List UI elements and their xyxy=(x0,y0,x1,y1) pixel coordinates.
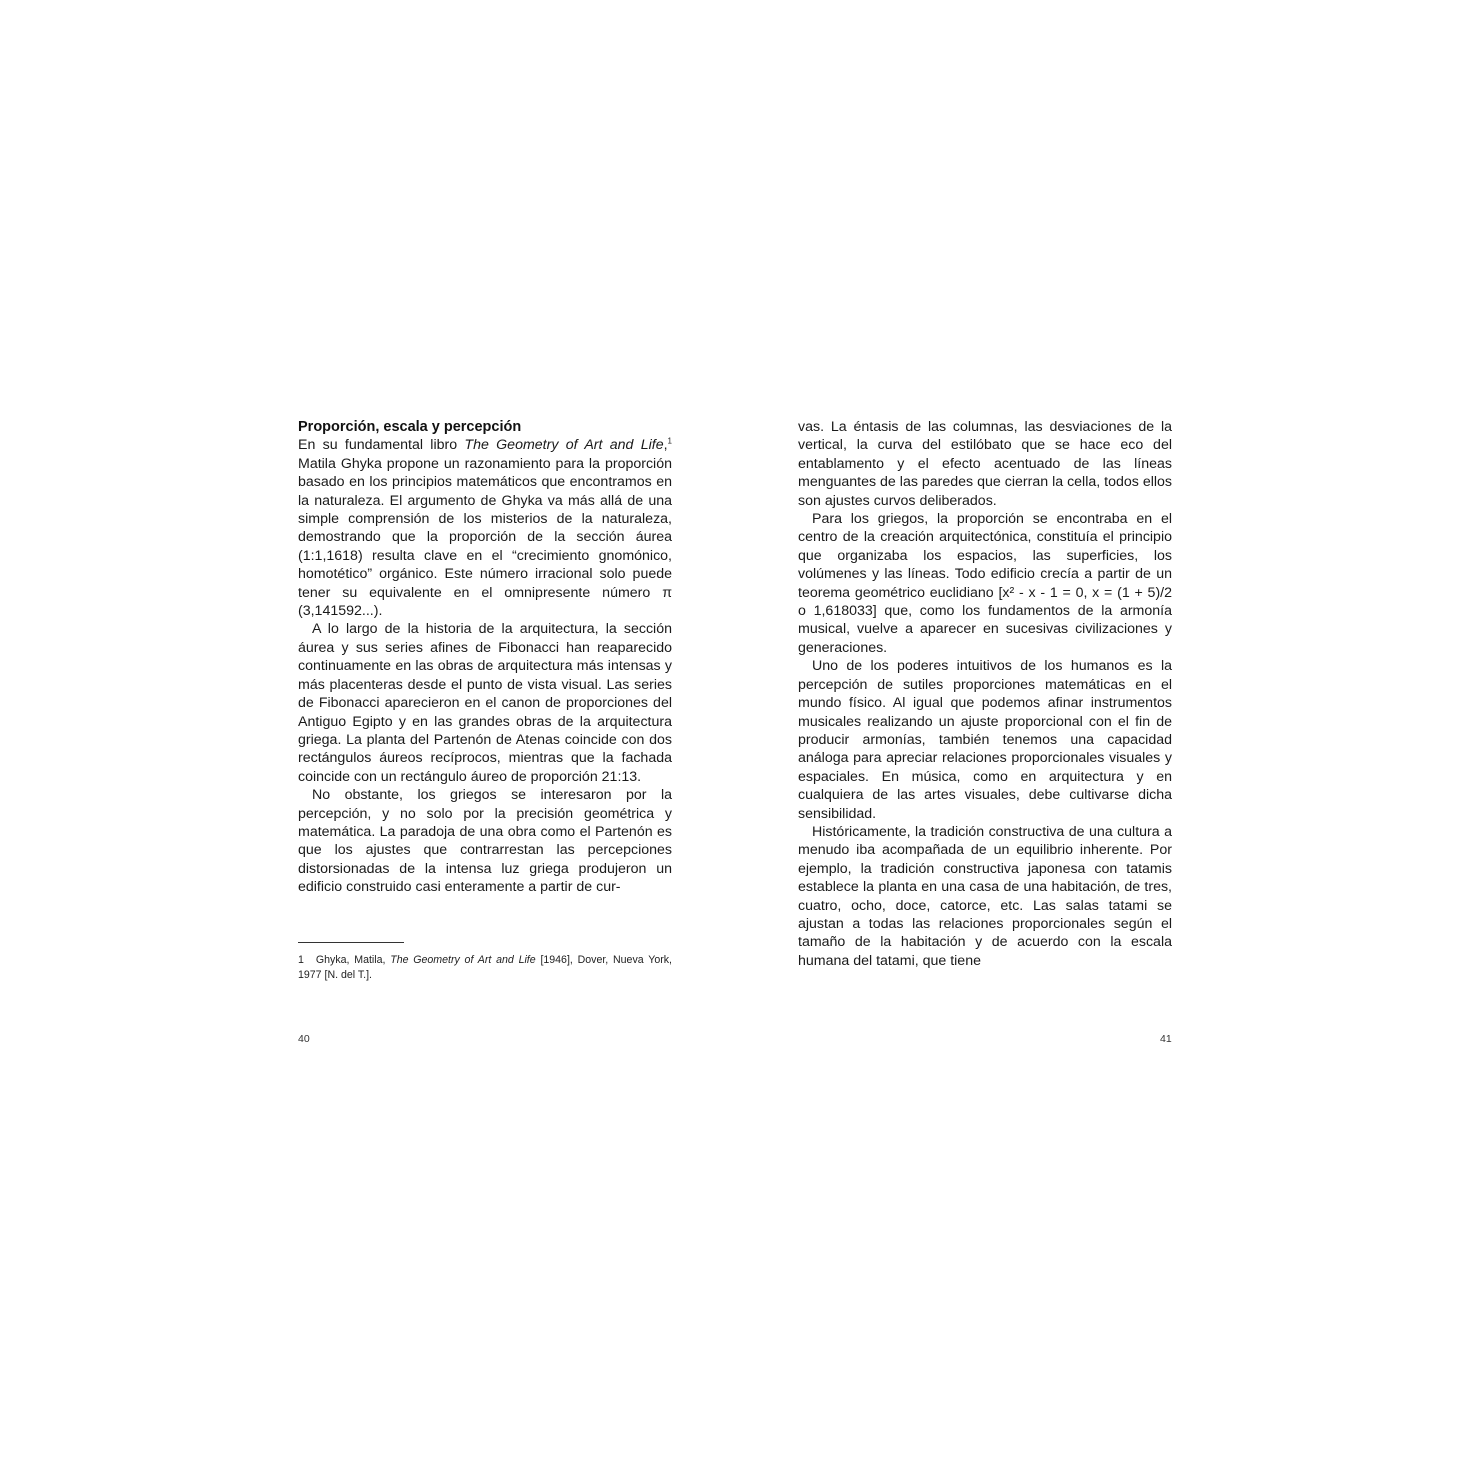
left-paragraph-1-lead: En su fundamental libro xyxy=(298,437,465,454)
section-heading: Proporción, escala y percepción xyxy=(298,419,522,435)
footnote xyxy=(298,953,672,983)
footnote-rest: [1946], Dover, Nueva York, 1977 [N. del T.]. xyxy=(298,954,672,981)
page-number-right: 41 xyxy=(1160,1033,1172,1045)
right-paragraph-3: Uno de los poderes intuitivos de los humanos es la percepción de sutiles proporciones matemáticas en el mundo físico. Al igual que podemos afinar instrumentos musicales realizando un ajuste proporcional con el fin de producir armonías, también tenemos una capacidad análoga para apreciar relaciones proporcionales visuales y espaciales. En música, como en arquitectura y en cualquiera de las artes visuales, debe cultivarse dicha sensibilidad. xyxy=(798,658,1172,822)
footnote-reference: 1 xyxy=(667,436,672,446)
footnote-title: The Geometry of Art and Life xyxy=(390,954,536,966)
right-paragraph-4: Históricamente, la tradición constructiva de una cultura a menudo iba acompañada de un equilibrio inherente. Por ejemplo, la tradición constructiva japonesa con tatamis establece la planta en una casa de una habitación, de tres, cuatro, ocho, doce, catorce, etc. Las salas tatami se ajustan a todas las relaciones proporcionales según el tamaño de la habitación y de acuerdo con la escala humana del tatami, que tiene xyxy=(798,823,1172,969)
book-title: The Geometry of Art and Life xyxy=(464,437,664,454)
footnote-author: Ghyka, Matila, xyxy=(315,954,391,966)
left-paragraph-1: En su fundamental libro The Geometry of Art and Life,$^1$ Matila Ghyka propone un razonamiento para la proporción basado en los principios matemáticos que encontramos en la naturaleza. El argumento de Ghyka va más allá de una simple comprensión de los misterios de la naturaleza, demostrando que la proporción de la sección áurea (1:1,1618) resulta clave en el “crecimiento gnomónico, homotético” orgánico. Este número irracional solo puede tener su equivalente en el omnipresente número π (3,141592...). xyxy=(298,436,672,620)
right-paragraph-2: Para los griegos, la proporción se encontraba en el centro de la creación arquitectónica, constituía el principio que organizaba los espacios, las superficies, los volúmenes y las líneas. Todo edificio crecía a partir de un teorema geométrico euclidiano [x² - x - 1 = 0, x = (1 + 5)/2 o 1,618033] que, como los fundamentos de la armonía musical, vuelve a aparecer en sucesivas civilizaciones y generaciones. xyxy=(798,511,1172,656)
footnote-divider xyxy=(298,942,404,943)
left-page xyxy=(298,418,672,981)
right-paragraph-1: vas. La éntasis de las columnas, las desviaciones de la vertical, la curva del estilóbato que se hace eco del entablamento y el efecto acentuado de las líneas menguantes de las paredes que cierran la cella, todos ellos son ajustes curvos deliberados. xyxy=(798,419,1172,509)
page-number-left: 40 xyxy=(298,1033,310,1045)
left-paragraph-1-body: Matila Ghyka propone un razonamiento para la proporción basado en los principios matemáticos que encontramos en la naturaleza. El argumento de Ghyka va más allá de una simple comprensión de los misterios de la naturaleza, demostrando que la proporción de la sección áurea (1:1,1618) resulta clave en el “crecimiento gnomónico, homotético” orgánico. Este número irracional solo puede tener su equivalente en el omnipresente número π (3,141592...). xyxy=(298,455,672,620)
right-page xyxy=(798,418,1172,970)
left-paragraph-3: No obstante, los griegos se interesaron por la percepción, y no solo por la precisión geométrica y matemática. La paradoja de una obra como el Partenón es que los ajustes que contrarrestan las percepciones distorsionadas de la intensa luz griega produjeron un edificio construido casi enteramente a partir de cur- xyxy=(298,787,672,896)
footnote-number: 1 xyxy=(298,954,304,966)
left-paragraph-2: A lo largo de la historia de la arquitectura, la sección áurea y sus series afines de Fibonacci han reaparecido continuamente en las obras de arquitectura más intensas y más placenteras desde el punto de vista visual. Las series de Fibonacci aparecieron en el canon de proporciones del Antiguo Egipto y en las grandes obras de la arquitectura griega. La planta del Partenón de Atenas coincide con dos rectángulos áureos recíprocos, mientras que la fachada coincide con un rectángulo áureo de proporción 21:13. xyxy=(298,621,672,785)
